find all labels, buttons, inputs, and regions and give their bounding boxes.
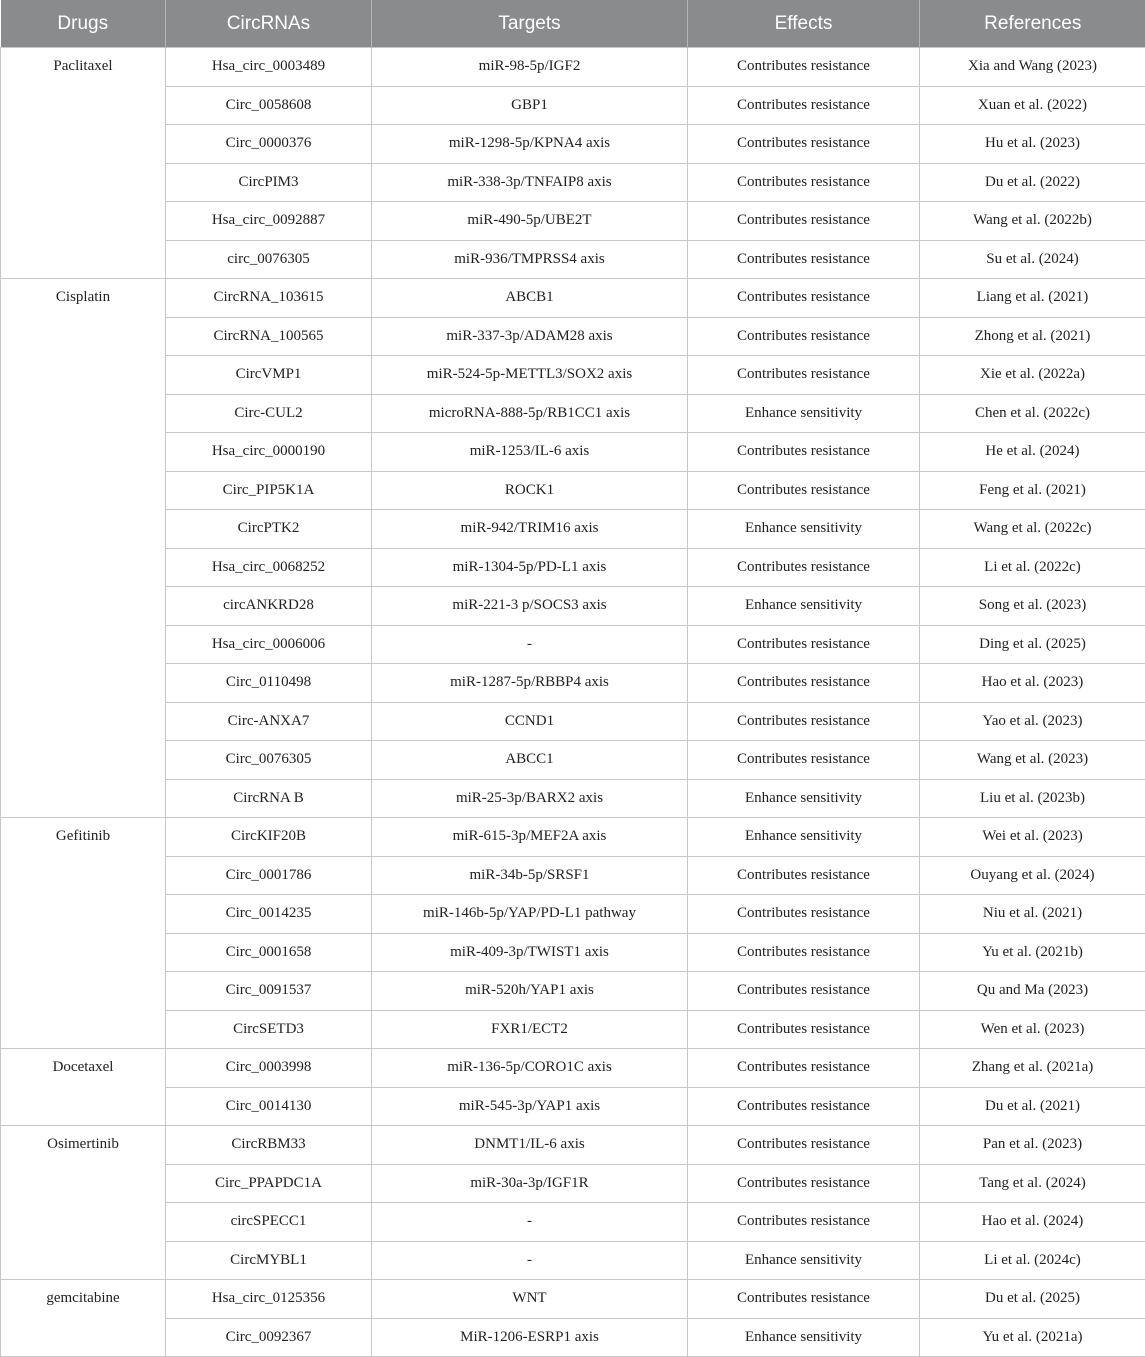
table-header [1,0,1145,48]
circrna-cell: Circ-CUL2 [166,394,372,433]
effect-cell: Contributes resistance [688,1087,920,1126]
reference-cell: Du et al. (2022) [920,163,1145,202]
target-cell: ROCK1 [372,471,688,510]
drug-cell: Paclitaxel [1,48,166,279]
effect-cell: Contributes resistance [688,625,920,664]
target-cell: miR-1253/IL-6 axis [372,433,688,472]
table-row [1,510,1145,549]
reference-cell: Ouyang et al. (2024) [920,856,1145,895]
reference-cell: Wang et al. (2022b) [920,202,1145,241]
target-cell: - [372,1241,688,1280]
reference-cell: Wei et al. (2023) [920,818,1145,857]
target-cell: miR-1304-5p/PD-L1 axis [372,548,688,587]
target-cell: miR-490-5p/UBE2T [372,202,688,241]
effect-cell: Contributes resistance [688,741,920,780]
reference-cell: Qu and Ma (2023) [920,972,1145,1011]
effect-cell: Contributes resistance [688,702,920,741]
target-cell: miR-524-5p-METTL3/SOX2 axis [372,356,688,395]
target-cell: miR-936/TMPRSS4 axis [372,240,688,279]
table-row [1,202,1145,241]
reference-cell: Xia and Wang (2023) [920,48,1145,87]
reference-cell: Zhang et al. (2021a) [920,1049,1145,1088]
reference-cell: Hao et al. (2024) [920,1203,1145,1242]
effect-cell: Enhance sensitivity [688,1318,920,1357]
table-row [1,1164,1145,1203]
circrna-cell: Hsa_circ_0092887 [166,202,372,241]
effect-cell: Contributes resistance [688,895,920,934]
circrna-cell: Circ-ANXA7 [166,702,372,741]
header-drugs: Drugs [1,0,166,48]
table-row [1,741,1145,780]
table-row [1,548,1145,587]
drug-cell: Gefitinib [1,818,166,1049]
effect-cell: Enhance sensitivity [688,779,920,818]
circrna-cell: Circ_0092367 [166,1318,372,1357]
table-row [1,664,1145,703]
reference-cell: Yu et al. (2021b) [920,933,1145,972]
target-cell: miR-1298-5p/KPNA4 axis [372,125,688,164]
reference-cell: Su et al. (2024) [920,240,1145,279]
table-row [1,240,1145,279]
circrna-cell: Circ_0110498 [166,664,372,703]
circrna-cell: Circ_0058608 [166,86,372,125]
target-cell: WNT [372,1280,688,1319]
effect-cell: Enhance sensitivity [688,510,920,549]
target-cell: miR-942/TRIM16 axis [372,510,688,549]
circrna-cell: CircRBM33 [166,1126,372,1165]
target-cell: MiR-1206-ESRP1 axis [372,1318,688,1357]
reference-cell: Yao et al. (2023) [920,702,1145,741]
reference-cell: Liang et al. (2021) [920,279,1145,318]
circrna-cell: Hsa_circ_0000190 [166,433,372,472]
effect-cell: Contributes resistance [688,433,920,472]
effect-cell: Contributes resistance [688,471,920,510]
table-row [1,933,1145,972]
reference-cell: Xie et al. (2022a) [920,356,1145,395]
reference-cell: Feng et al. (2021) [920,471,1145,510]
circrna-cell: CircVMP1 [166,356,372,395]
target-cell: DNMT1/IL-6 axis [372,1126,688,1165]
table-row [1,48,1145,87]
reference-cell: Wen et al. (2023) [920,1010,1145,1049]
table-row [1,818,1145,857]
effect-cell: Contributes resistance [688,1049,920,1088]
circrna-cell: Circ_0001786 [166,856,372,895]
target-cell: miR-615-3p/MEF2A axis [372,818,688,857]
target-cell: - [372,625,688,664]
reference-cell: Hu et al. (2023) [920,125,1145,164]
effect-cell: Contributes resistance [688,664,920,703]
effect-cell: Contributes resistance [688,972,920,1011]
target-cell: FXR1/ECT2 [372,1010,688,1049]
effect-cell: Contributes resistance [688,279,920,318]
target-cell: - [372,1203,688,1242]
target-cell: ABCB1 [372,279,688,318]
table-row [1,625,1145,664]
header-targets: Targets [372,0,688,48]
reference-cell: Du et al. (2025) [920,1280,1145,1319]
table-row [1,1241,1145,1280]
reference-cell: Wang et al. (2022c) [920,510,1145,549]
effect-cell: Contributes resistance [688,548,920,587]
table-row [1,587,1145,626]
table-row [1,433,1145,472]
target-cell: CCND1 [372,702,688,741]
target-cell: GBP1 [372,86,688,125]
table-row [1,1049,1145,1088]
reference-cell: Yu et al. (2021a) [920,1318,1145,1357]
table-row [1,1280,1145,1319]
circrna-cell: Hsa_circ_0006006 [166,625,372,664]
effect-cell: Contributes resistance [688,125,920,164]
table-row [1,317,1145,356]
table-body [1,48,1145,1357]
circrna-cell: Circ_PPAPDC1A [166,1164,372,1203]
effect-cell: Enhance sensitivity [688,394,920,433]
drug-cell: Cisplatin [1,279,166,818]
circrna-cell: circ_0076305 [166,240,372,279]
target-cell: microRNA-888-5p/RB1CC1 axis [372,394,688,433]
target-cell: miR-30a-3p/IGF1R [372,1164,688,1203]
circrna-cell: Hsa_circ_0125356 [166,1280,372,1319]
header-references: References [920,0,1145,48]
target-cell: miR-409-3p/TWIST1 axis [372,933,688,972]
circrna-cell: circSPECC1 [166,1203,372,1242]
circrna-cell: Circ_0014130 [166,1087,372,1126]
effect-cell: Enhance sensitivity [688,1241,920,1280]
reference-cell: Du et al. (2021) [920,1087,1145,1126]
header-effects: Effects [688,0,920,48]
effect-cell: Enhance sensitivity [688,818,920,857]
table-row [1,1126,1145,1165]
circrna-cell: CircRNA B [166,779,372,818]
effect-cell: Contributes resistance [688,1280,920,1319]
table-row [1,856,1145,895]
reference-cell: Chen et al. (2022c) [920,394,1145,433]
header-circrnas: CircRNAs [166,0,372,48]
circrna-cell: Circ_PIP5K1A [166,471,372,510]
effect-cell: Contributes resistance [688,1126,920,1165]
drug-cell: gemcitabine [1,1280,166,1357]
table-row [1,1010,1145,1049]
table-row [1,972,1145,1011]
effect-cell: Contributes resistance [688,356,920,395]
effect-cell: Contributes resistance [688,1203,920,1242]
reference-cell: Xuan et al. (2022) [920,86,1145,125]
effect-cell: Contributes resistance [688,48,920,87]
reference-cell: Liu et al. (2023b) [920,779,1145,818]
reference-cell: Hao et al. (2023) [920,664,1145,703]
table-row [1,356,1145,395]
effect-cell: Contributes resistance [688,86,920,125]
target-cell: ABCC1 [372,741,688,780]
table-row [1,125,1145,164]
effect-cell: Contributes resistance [688,1010,920,1049]
reference-cell: Li et al. (2024c) [920,1241,1145,1280]
circrna-cell: Hsa_circ_0003489 [166,48,372,87]
circrna-cell: Circ_0000376 [166,125,372,164]
circrna-cell: Circ_0076305 [166,741,372,780]
reference-cell: Li et al. (2022c) [920,548,1145,587]
table-row [1,779,1145,818]
reference-cell: Pan et al. (2023) [920,1126,1145,1165]
reference-cell: Tang et al. (2024) [920,1164,1145,1203]
target-cell: miR-338-3p/TNFAIP8 axis [372,163,688,202]
effect-cell: Contributes resistance [688,1164,920,1203]
circrna-cell: CircPTK2 [166,510,372,549]
table-row [1,471,1145,510]
target-cell: miR-98-5p/IGF2 [372,48,688,87]
circrna-cell: CircKIF20B [166,818,372,857]
circrna-cell: Hsa_circ_0068252 [166,548,372,587]
effect-cell: Contributes resistance [688,317,920,356]
circrna-cell: Circ_0001658 [166,933,372,972]
table-row [1,895,1145,934]
circrna-cell: Circ_0091537 [166,972,372,1011]
effect-cell: Contributes resistance [688,240,920,279]
target-cell: miR-221-3 p/SOCS3 axis [372,587,688,626]
drug-cell: Docetaxel [1,1049,166,1126]
table-row [1,702,1145,741]
reference-cell: He et al. (2024) [920,433,1145,472]
table-row [1,1087,1145,1126]
table-row [1,279,1145,318]
circrna-cell: Circ_0003998 [166,1049,372,1088]
circrna-cell: CircMYBL1 [166,1241,372,1280]
circrna-cell: CircRNA_103615 [166,279,372,318]
effect-cell: Contributes resistance [688,856,920,895]
reference-cell: Wang et al. (2023) [920,741,1145,780]
drug-cell: Osimertinib [1,1126,166,1280]
target-cell: miR-34b-5p/SRSF1 [372,856,688,895]
effect-cell: Contributes resistance [688,202,920,241]
target-cell: miR-520h/YAP1 axis [372,972,688,1011]
circrna-cell: Circ_0014235 [166,895,372,934]
target-cell: miR-337-3p/ADAM28 axis [372,317,688,356]
table-row [1,163,1145,202]
target-cell: miR-1287-5p/RBBP4 axis [372,664,688,703]
reference-cell: Zhong et al. (2021) [920,317,1145,356]
target-cell: miR-545-3p/YAP1 axis [372,1087,688,1126]
reference-cell: Ding et al. (2025) [920,625,1145,664]
table-row [1,394,1145,433]
effect-cell: Contributes resistance [688,933,920,972]
header-row [1,0,1145,48]
table-row [1,1318,1145,1357]
reference-cell: Niu et al. (2021) [920,895,1145,934]
circrna-cell: CircRNA_100565 [166,317,372,356]
reference-cell: Song et al. (2023) [920,587,1145,626]
circrna-cell: CircSETD3 [166,1010,372,1049]
table-row [1,1203,1145,1242]
target-cell: miR-25-3p/BARX2 axis [372,779,688,818]
effect-cell: Contributes resistance [688,163,920,202]
circrna-cell: CircPIM3 [166,163,372,202]
target-cell: miR-146b-5p/YAP/PD-L1 pathway [372,895,688,934]
circrna-cell: circANKRD28 [166,587,372,626]
target-cell: miR-136-5p/CORO1C axis [372,1049,688,1088]
table-row [1,86,1145,125]
effect-cell: Enhance sensitivity [688,587,920,626]
